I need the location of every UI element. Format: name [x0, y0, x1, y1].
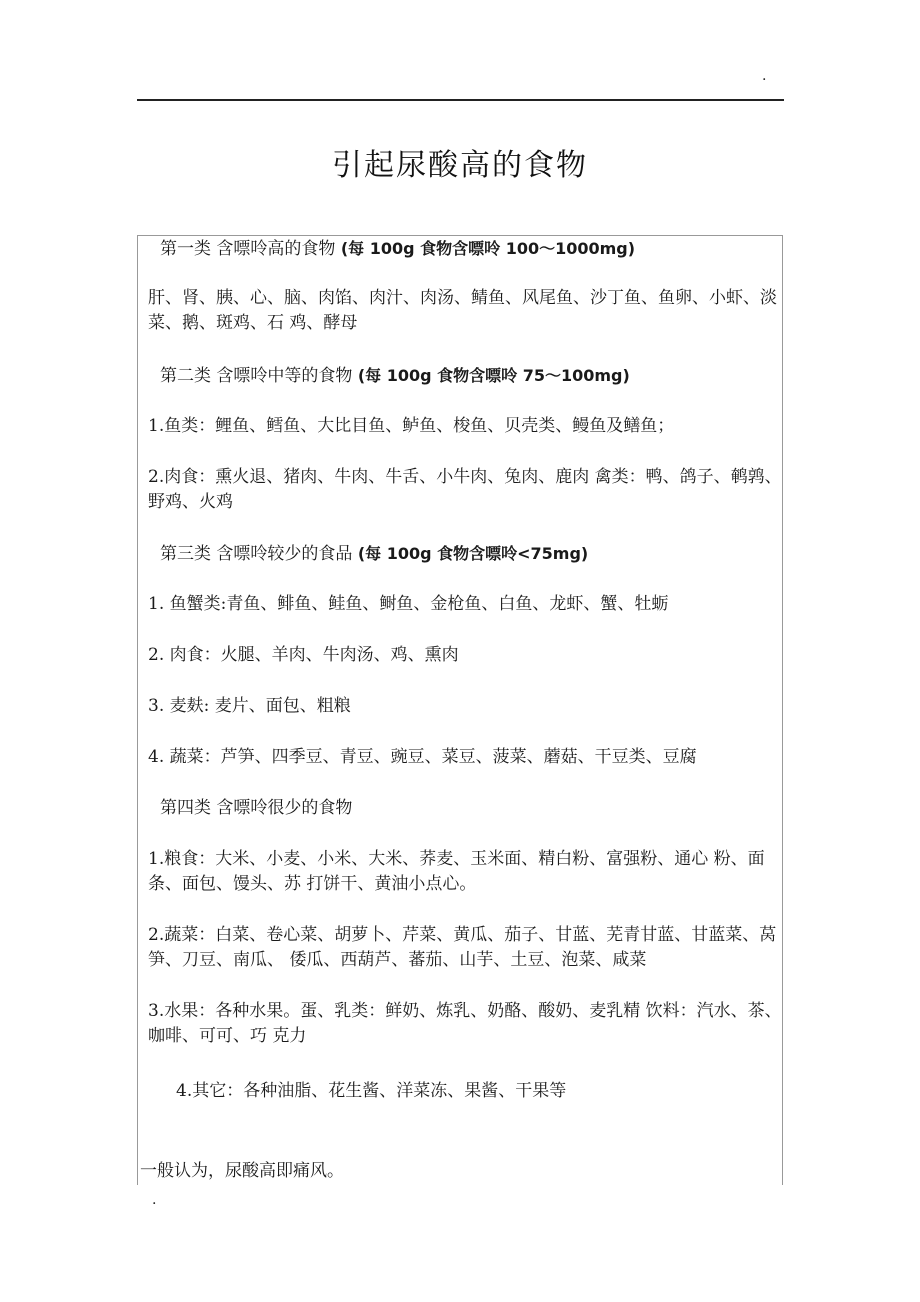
category-3-fish-crab: 1. 鱼蟹类:青鱼、鲱鱼、鲑鱼、鲥鱼、金枪鱼、白鱼、龙虾、蟹、牡蛎 [148, 594, 669, 614]
category-3-bran: 3. 麦麸: 麦片、面包、粗粮 [148, 696, 351, 716]
page-title: 引起尿酸高的食物 [332, 148, 588, 183]
category-4-heading: 第四类 含嘌呤很少的食物 [160, 798, 353, 818]
category-4-fruits-dairy-drinks: 3.水果：各种水果。蛋、乳类：鲜奶、炼乳、奶酪、酸奶、麦乳精 饮料：汽水、茶、咖啡、可可、巧 克力 [148, 1001, 782, 1046]
category-2-meat: 2.肉食：熏火退、猪肉、牛肉、牛舌、小牛肉、兔肉、鹿肉 禽类：鸭、鸽子、鹌鹑、野鸡、火鸡 [148, 467, 782, 512]
footer-dot: . [152, 1192, 157, 1208]
category-1-items: 肝、肾、胰、心、脑、肉馅、肉汁、肉汤、鲭鱼、风尾鱼、沙丁鱼、鱼卵、小虾、淡菜、鹅、斑鸡、石 鸡、酵母 [148, 288, 777, 333]
category-4-others: 4.其它：各种油脂、花生酱、洋菜冻、果酱、干果等 [176, 1081, 567, 1101]
category-3-heading: 第三类 含嘌呤较少的食品 (每 100g 食物含嘌呤<75mg) [160, 544, 589, 564]
category-4-grains: 1.粮食：大米、小麦、小米、大米、荞麦、玉米面、精白粉、富强粉、通心 粉、面条、面包、馒头、苏 打饼干、黄油小点心。 [148, 849, 765, 894]
conclusion-text: 一般认为，尿酸高即痛风。 [140, 1161, 344, 1181]
category-4-vegetables: 2.蔬菜：白菜、卷心菜、胡萝卜、芹菜、黄瓜、茄子、甘蓝、芜青甘蓝、甘蓝菜、莴笋、刀豆、南瓜、 倭瓜、西葫芦、蕃茄、山芋、土豆、泡菜、咸菜 [148, 925, 777, 970]
category-3-vegetables: 4. 蔬菜：芦笋、四季豆、青豆、豌豆、菜豆、菠菜、蘑菇、干豆类、豆腐 [148, 747, 697, 767]
header-rule [137, 99, 784, 101]
category-3-meat: 2. 肉食：火腿、羊肉、牛肉汤、鸡、熏肉 [148, 645, 459, 665]
category-2-heading: 第二类 含嘌呤中等的食物 (每 100g 食物含嘌呤 75～100mg) [160, 366, 630, 386]
category-1-heading: 第一类 含嘌呤高的食物 (每 100g 食物含嘌呤 100～1000mg) [160, 239, 636, 259]
category-2-fish: 1.鱼类：鲤鱼、鳕鱼、大比目鱼、鲈鱼、梭鱼、贝壳类、鳗鱼及鳝鱼； [148, 416, 675, 436]
header-dot: . [762, 68, 767, 84]
